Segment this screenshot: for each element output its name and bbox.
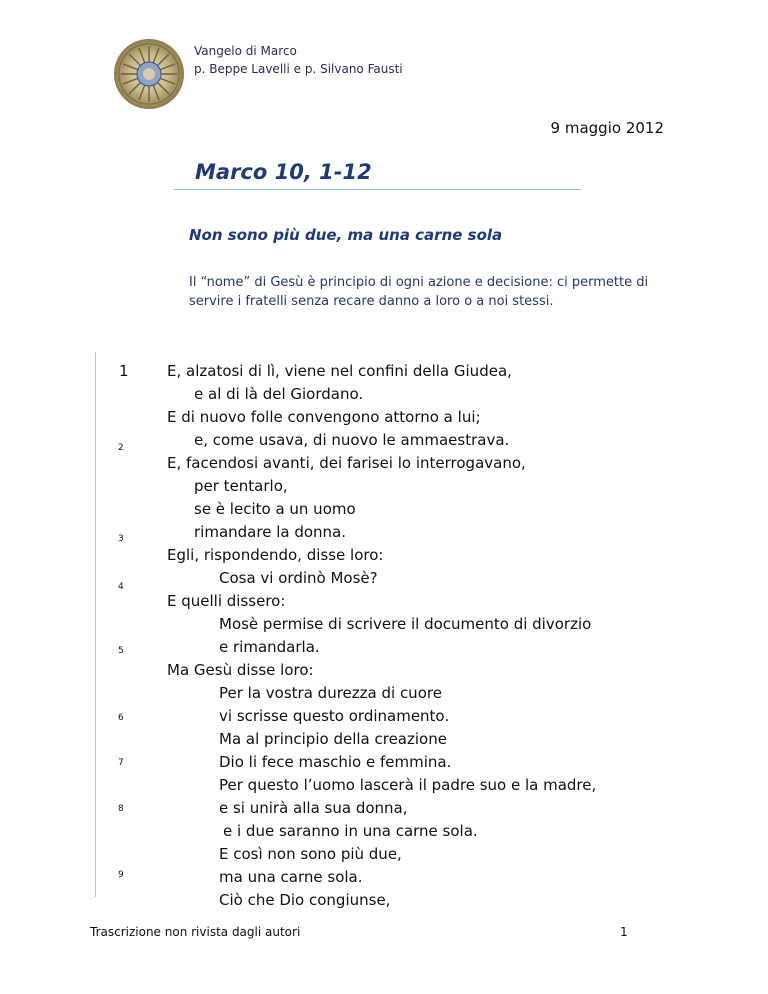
- verse-line: se è lecito a un uomo: [194, 500, 356, 518]
- verse-line: e si unirà alla sua donna,: [219, 799, 408, 817]
- verse-line: e al di là del Giordano.: [194, 385, 364, 403]
- verse-line: Egli, rispondendo, disse loro:: [167, 546, 384, 564]
- verse-number: 6: [118, 713, 124, 723]
- verse-number: 7: [118, 758, 124, 768]
- verse-line: E quelli dissero:: [167, 592, 286, 610]
- header-book-title: Vangelo di Marco: [194, 44, 297, 58]
- verse-line: Per questo l’uomo lascerà il padre suo e la madre,: [219, 776, 597, 794]
- verse-number: 8: [118, 804, 124, 814]
- verse-line: Ma Gesù disse loro:: [167, 661, 314, 679]
- verse-number: 1: [119, 362, 129, 380]
- intro-paragraph: Il “nome” di Gesù è principio di ogni azione e decisione: ci permette di servire i fratelli senza recare danno a loro o a noi stessi.: [189, 275, 649, 309]
- verse-line: Cosa vi ordinò Mosè?: [219, 569, 378, 587]
- verse-number: 4: [118, 582, 124, 592]
- verse-line: Mosè permise di scrivere il documento di divorzio: [219, 615, 592, 633]
- verse-line: Dio li fece maschio e femmina.: [219, 753, 452, 771]
- verse-number: 5: [118, 646, 124, 656]
- verse-number: 3: [118, 534, 124, 544]
- page-title: Marco 10, 1-12: [195, 160, 372, 184]
- verse-line: per tentarlo,: [194, 477, 288, 495]
- verse-number: 9: [118, 870, 124, 880]
- verse-line: ma una carne sola.: [219, 868, 363, 886]
- title-underline: [174, 189, 581, 190]
- margin-rule: [95, 352, 96, 897]
- verse-line: Ma al principio della creazione: [219, 730, 447, 748]
- document-date: 9 maggio 2012: [550, 119, 664, 137]
- verse-number: 2: [118, 443, 124, 453]
- verse-line: rimandare la donna.: [194, 523, 346, 541]
- seal-icon: [113, 38, 185, 110]
- header-authors: p. Beppe Lavelli e p. Silvano Fausti: [194, 62, 403, 76]
- verse-line: Ciò che Dio congiunse,: [219, 891, 391, 909]
- page-number: 1: [620, 925, 628, 939]
- verse-line: e rimandarla.: [219, 638, 320, 656]
- verse-line: E, alzatosi di lì, viene nel confini della Giudea,: [167, 362, 512, 380]
- footer-note: Trascrizione non rivista dagli autori: [90, 925, 301, 939]
- subtitle: Non sono più due, ma una carne sola: [189, 226, 503, 244]
- verse-line: vi scrisse questo ordinamento.: [219, 707, 450, 725]
- verse-line: e i due saranno in una carne sola.: [223, 822, 478, 840]
- verse-line: E così non sono più due,: [219, 845, 402, 863]
- verse-line: Per la vostra durezza di cuore: [219, 684, 442, 702]
- verse-line: e, come usava, di nuovo le ammaestrava.: [194, 431, 510, 449]
- verse-line: E, facendosi avanti, dei farisei lo interrogavano,: [167, 454, 526, 472]
- verse-line: E di nuovo folle convengono attorno a lui;: [167, 408, 481, 426]
